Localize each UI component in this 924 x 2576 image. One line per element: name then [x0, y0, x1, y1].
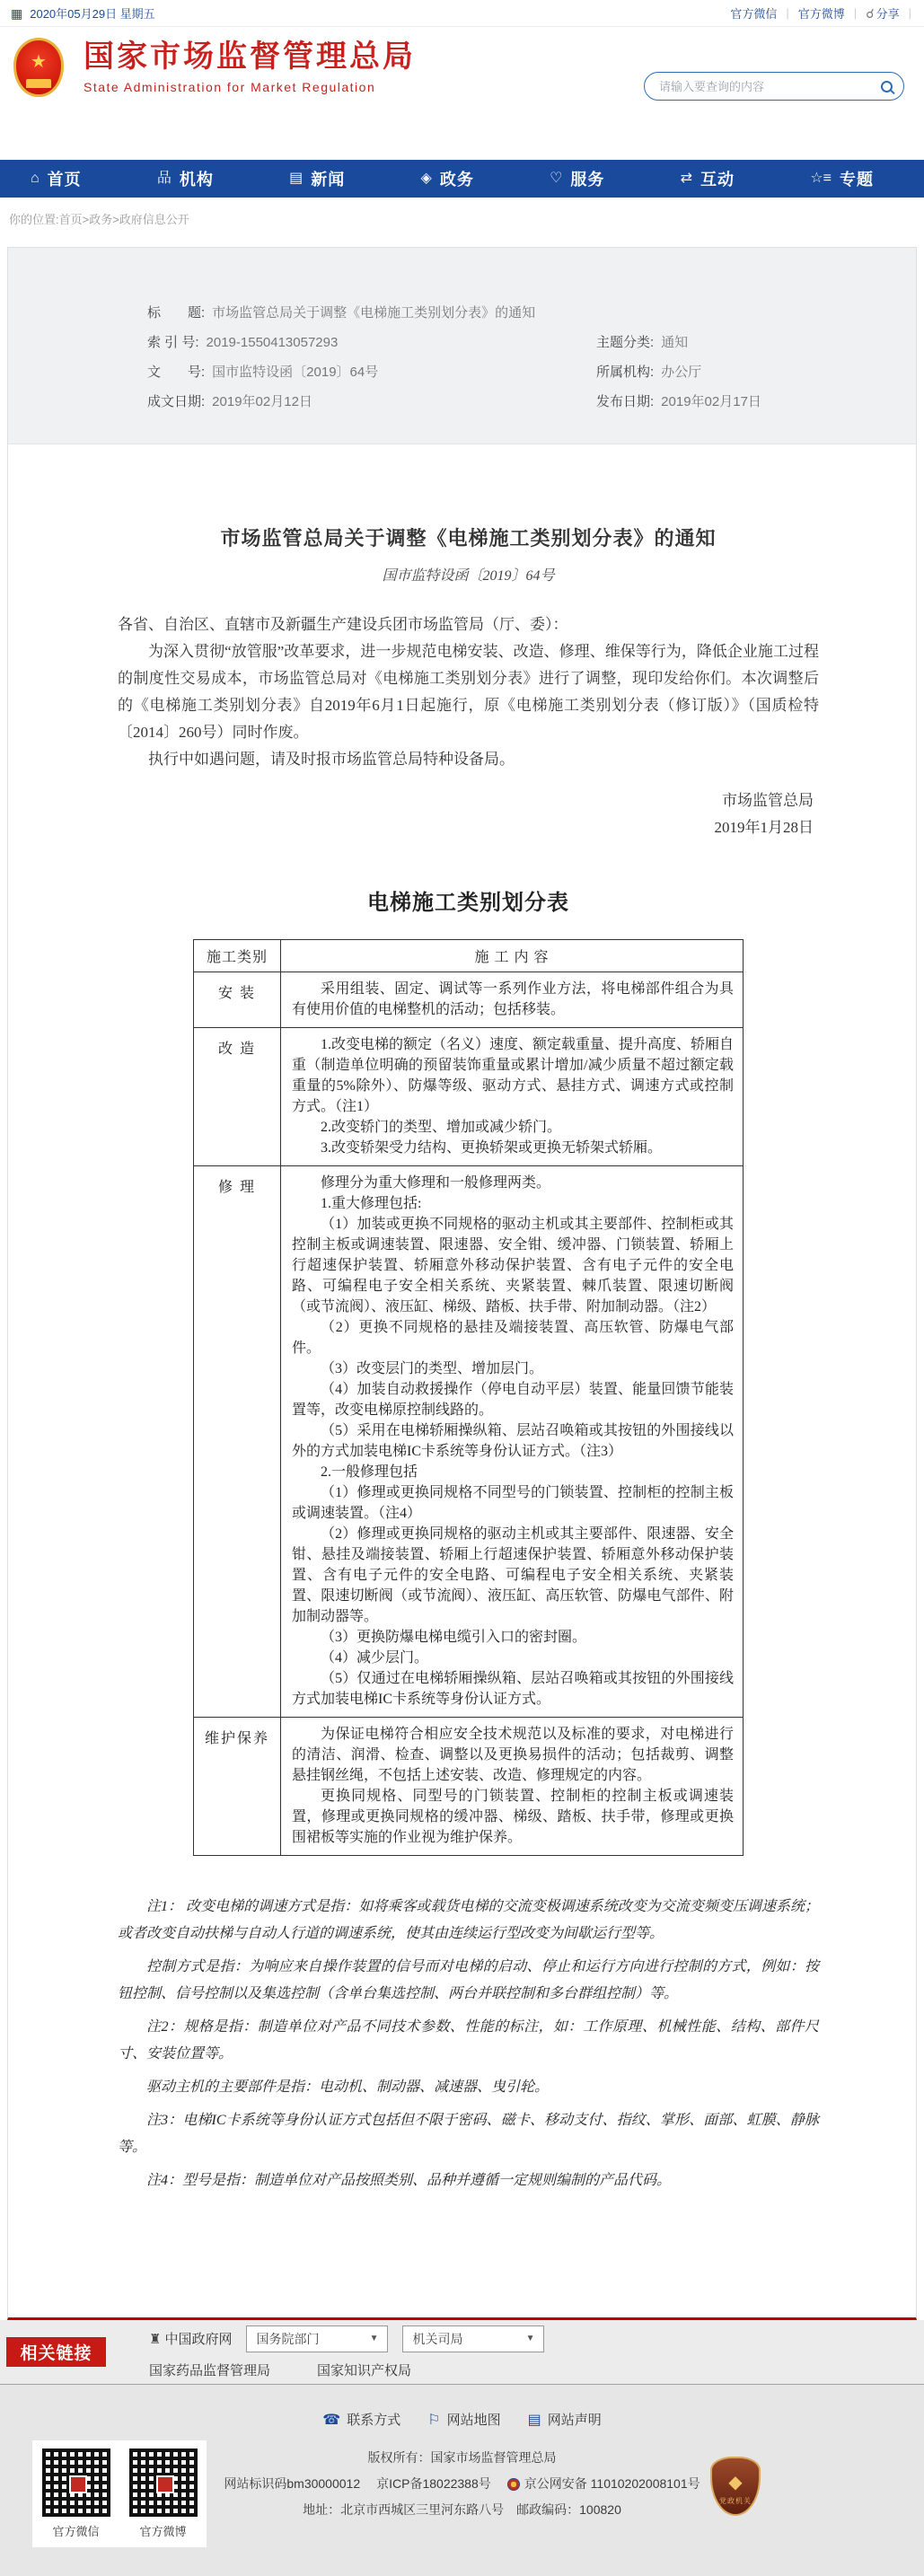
meta-index-label: 索 引 号: [147, 335, 199, 350]
row-content-renovate [281, 1028, 744, 1166]
home-icon: ⌂ [31, 171, 40, 186]
column-header-content: 施 工 内 容 [281, 940, 744, 972]
separator: | [853, 6, 858, 20]
statement-link[interactable]: ▤ 网站声明 [527, 2412, 602, 2428]
meta-row-docno [147, 357, 880, 387]
meta-written-label: 成文日期: [147, 394, 206, 409]
meta-publish-label: 发布日期: [596, 394, 655, 409]
map-pin-icon: ⚐ [427, 2412, 441, 2428]
meta-title-label: 标 题: [147, 305, 206, 321]
signature-block [118, 787, 819, 841]
table-row [194, 1028, 744, 1166]
nav-item-topics[interactable]: ☆≡ 专题 [810, 171, 874, 189]
table-header-row [194, 940, 744, 972]
share-icon: ☌ [866, 6, 875, 21]
table-cell-paragraph: 1.重大修理包括: [321, 1196, 422, 1211]
star-list-icon: ☆≡ [810, 171, 832, 186]
wechat-link[interactable]: 官方微信 [730, 7, 778, 21]
nav-item-news[interactable]: ▤ 新闻 [289, 171, 346, 189]
footnote: 注2：规格是指：制造单位对产品不同技术参数、性能的标注，如：工作原理、机械性能、结构、部件尺寸、安装位置等。 [118, 2019, 819, 2062]
phone-icon: ☎ [322, 2412, 341, 2428]
meta-publish-value: 2019年02月17日 [661, 394, 761, 409]
separator: | [786, 6, 789, 20]
share-link[interactable]: ☌ 分享 [866, 6, 900, 21]
document-title: 市场监管总局关于调整《电梯施工类别划分表》的通知 [220, 527, 717, 549]
meta-docno-label: 文 号: [147, 365, 206, 380]
contact-link[interactable]: ☎ 联系方式 [322, 2412, 401, 2428]
search-icon[interactable] [881, 81, 893, 92]
weibo-qr-block [129, 2449, 198, 2539]
document-text [118, 611, 819, 773]
table-cell-paragraph: 2.改变轿门的类型、增加或减少轿门。 [321, 1120, 562, 1135]
table-cell-paragraph: （3）更换防爆电梯电缆引入口的密封圈。 [321, 1630, 587, 1645]
meta-row-title [147, 298, 880, 328]
shield-label: 党政机关 [719, 2497, 752, 2505]
meta-title-value: 市场监管总局关于调整《电梯施工类别划分表》的通知 [212, 305, 536, 321]
org-chart-icon: 品 [156, 171, 172, 186]
site-title: 国家市场监督管理总局 [84, 40, 416, 75]
table-cell-paragraph: （5）采用在电梯轿厢操纵箱、层站召唤箱或其按钮的外围接线以外的方式加装电梯IC卡系统等身份认证方式。（注3） [292, 1423, 734, 1459]
building-icon: ♜ [149, 2331, 162, 2347]
document-number: 国市监特设函〔2019〕64号 [382, 568, 555, 584]
site-id: 网站标识码bm30000012 [224, 2476, 361, 2491]
wechat-qr-block [42, 2449, 110, 2539]
meta-row-index [147, 328, 880, 357]
document-icon: ▤ [527, 2412, 541, 2428]
meta-written-value: 2019年02月12日 [212, 394, 312, 409]
table-cell-paragraph: 更换同规格、同型号的门锁装置、控制柜的控制主板或调速装置，修理或更换同规格的缓冲器、梯级、踏板、扶手带，修理或更换围裙板等实施的作业视为维护保养。 [292, 1789, 734, 1845]
weibo-qr-label: 官方微博 [139, 2525, 187, 2538]
table-cell-paragraph: （1）加装或更换不同规格的驱动主机或其主要部件、控制柜或其控制主板或调速装置、限速器、安全钳、缓冲器、门锁装置、轿厢上行超速保护装置、轿厢意外移动保护装置、含有电子元件的安全电路、可编程电子安全相关系统、夹紧装置、棘爪装置、限速切断阀（或节流阀）、液压缸、梯级、踏板、扶手带、附加制动器。（注2） [292, 1217, 734, 1314]
content-card [7, 247, 917, 2320]
row-label-install: 安 装 [194, 972, 281, 1028]
address-line: 地址：北京市西城区三里河东路八号 邮政编码：100820 [303, 2502, 621, 2517]
brand[interactable] [13, 38, 416, 97]
footnote: 注4：型号是指：制造单位对产品按照类别、品种并遵循一定规则编制的产品代码。 [146, 2173, 672, 2188]
meta-index-value: 2019-1550413057293 [206, 335, 339, 350]
search-input[interactable] [659, 80, 881, 93]
chevron-down-icon: ▼ [369, 2334, 379, 2343]
bureau-dropdown[interactable]: 机关司局 ▼ [402, 2325, 544, 2352]
date-display [11, 4, 155, 22]
sitemap-link[interactable]: ⚐ 网站地图 [427, 2412, 501, 2428]
sign-date: 2019年1月28日 [714, 819, 814, 836]
footnotes [118, 1894, 819, 2194]
document-body [8, 444, 916, 2317]
wechat-qr-code [42, 2449, 110, 2517]
table-cell-paragraph: （2）修理或更换同规格的驱动主机或其主要部件、限速器、安全钳、悬挂及端接装置、轿厢上行超速保护装置、轿厢意外移动保护装置、含有电子元件的安全电路、可编程电子安全相关系统、夹紧装置、限速切断阀（或节流阀）、液压缸、高压软管、防爆电气部件、附加制动器等。 [292, 1526, 734, 1624]
table-cell-paragraph: 2.一般修理包括 [321, 1464, 418, 1480]
site-title-english: State Administration for Market Regulation [84, 79, 376, 94]
table-cell-paragraph: （2）更换不同规格的悬挂及端接装置、高压软管、防爆电气部件。 [292, 1320, 734, 1356]
gate-shape [26, 79, 51, 88]
nav-item-org[interactable]: 品 机构 [156, 171, 214, 189]
table-cell-paragraph: （4）减少层门。 [321, 1650, 429, 1666]
row-content-maintenance [281, 1718, 744, 1856]
wechat-qr-label: 官方微信 [52, 2525, 100, 2538]
newspaper-icon: ▤ [289, 171, 304, 186]
related-links-body [149, 2325, 544, 2379]
row-content-repair [281, 1166, 744, 1718]
separator: | [908, 6, 911, 20]
weibo-qr-code [129, 2449, 198, 2517]
nav-item-gov-affairs[interactable]: ◈ 政务 [420, 171, 474, 189]
shield-emblem-icon: ◆ [728, 2473, 743, 2492]
meta-topic-label: 主题分类: [596, 335, 655, 350]
topbar-links [730, 4, 911, 22]
meta-row-dates [147, 387, 880, 417]
chevron-down-icon: ▼ [525, 2334, 535, 2343]
current-date: 2020年05月29日 星期五 [30, 7, 155, 21]
weibo-link[interactable]: 官方微博 [797, 7, 845, 21]
site-header [0, 27, 924, 160]
heart-icon: ♡ [550, 171, 563, 186]
table-cell-paragraph: 修理分为重大修理和一般修理两类。 [321, 1175, 551, 1191]
table-cell-paragraph: 为保证电梯符合相应安全技术规范以及标准的要求，对电梯进行的清洁、润滑、检查、调整以及更换易损件的活动；包括裁剪、调整悬挂钢丝绳，不包括上述安装、改造、修理规定的内容。 [292, 1727, 734, 1783]
search-box [644, 72, 904, 101]
state-council-dropdown[interactable]: 国务院部门 ▼ [246, 2325, 388, 2352]
meta-org-value: 办公厅 [661, 365, 702, 380]
copyright-line: 版权所有：国家市场监督管理总局 [367, 2450, 557, 2465]
breadcrumb[interactable]: 你的位置:首页>政务>政府信息公开 [9, 213, 189, 226]
paragraph: 为深入贯彻“放管服”改革要求，进一步规范电梯安装、改造、修理、维保等行为，降低企业施工过程的制度性交易成本，市场监管总局对《电梯施工类别划分表》进行了调整，现印发给你们。本次调整后的《电梯施工类别划分表》自2019年6月1日起施行，原《电梯施工类别划分表（修订版）》（国质检特〔2014〕260号）同时作废。 [118, 643, 819, 741]
row-label-maintenance: 维护保养 [194, 1718, 281, 1856]
table-cell-paragraph: （1）修理或更换同规格不同型号的门锁装置、控制柜的控制主板或调速装置。（注4） [292, 1485, 734, 1521]
icp-number: 京ICP备18022388号 [376, 2476, 491, 2491]
meta-org-label: 所属机构: [596, 365, 655, 380]
cnipa-link[interactable]: 国家知识产权局 [317, 2362, 412, 2378]
nav-item-services[interactable]: ♡ 服务 [550, 171, 605, 189]
document-metadata-panel [8, 248, 916, 444]
star-icon: ★ [31, 51, 47, 72]
calendar-icon: ▦ [11, 5, 23, 21]
gov-website-link[interactable]: ♜ 中国政府网 [149, 2331, 233, 2347]
table-row [194, 1166, 744, 1718]
table-cell-paragraph: （5）仅通过在电梯轿厢操纵箱、层站召唤箱或其按钮的外围接线方式加装电梯IC卡系统等身份认证方式。 [292, 1671, 734, 1707]
footnote: 控制方式是指：为响应来自操作装置的信号而对电梯的启动、停止和运行方向进行控制的方式，例如：按钮控制、信号控制以及集选控制（含单台集选控制、两台并联控制和多台群组控制）等。 [118, 1959, 819, 2001]
footer-links [0, 2385, 924, 2429]
table-cell-paragraph: （4）加装自动救援操作（停电自动平层）装置、能量回馈节能装置等，改变电梯原控制线路的。 [292, 1382, 734, 1418]
meta-topic-value: 通知 [661, 335, 689, 350]
qr-code-panel [32, 2440, 207, 2547]
table-cell-paragraph: 1.改变电梯的额定（名义）速度、额定载重量、提升高度、轿厢自重（制造单位明确的预留装饰重量或累计增加/减少质量不超过额定载重量的5%除外）、防爆等级、驱动方式、悬挂方式、调速方式或控制方式。（注1） [292, 1037, 735, 1114]
paragraph: 执行中如遇问题，请及时报市场监管总局特种设备局。 [148, 751, 515, 768]
top-bar [0, 0, 924, 27]
nav-item-home[interactable]: ⌂ 首页 [31, 171, 82, 189]
salutation: 各省、自治区、直辖市及新疆生产建设兵团市场监管局（厅、委）： [118, 616, 568, 633]
site-footer [0, 2385, 924, 2576]
main-nav [0, 160, 924, 198]
table-row [194, 972, 744, 1028]
exchange-arrows-icon: ⇄ [680, 171, 693, 186]
table-cell-paragraph: （3）改变层门的类型、增加层门。 [321, 1361, 544, 1376]
nmpa-link[interactable]: 国家药品监督管理局 [149, 2362, 271, 2378]
row-content-install [281, 972, 744, 1028]
table-row [194, 1718, 744, 1856]
police-badge-icon [507, 2478, 520, 2491]
meta-docno-value: 国市监特设函〔2019〕64号 [212, 365, 379, 380]
related-links-badge: 相关链接 [6, 2337, 106, 2367]
table-title: 电梯施工类别划分表 [367, 891, 569, 915]
brand-text [84, 40, 416, 93]
row-label-repair: 修 理 [194, 1166, 281, 1718]
related-links-bar [0, 2320, 924, 2385]
footnote: 注3：电梯IC卡系统等身份认证方式包括但不限于密码、磁卡、移动支付、指纹、掌形、面部、虹膜、静脉等。 [118, 2113, 819, 2155]
nav-item-interaction[interactable]: ⇄ 互动 [680, 171, 735, 189]
column-header-category: 施工类别 [194, 940, 281, 972]
table-cell-paragraph: 采用组装、固定、调试等一系列作业方法，将电梯部件组合为具有使用价值的电梯整机的活动；包括移装。 [292, 981, 734, 1017]
classification-table [193, 939, 744, 1856]
national-emblem-logo [13, 38, 64, 97]
badge-icon: ◈ [420, 171, 432, 186]
footnote: 驱动主机的主要部件是指：电动机、制动器、减速器、曳引轮。 [146, 2079, 550, 2095]
footnote: 注1： 改变电梯的调速方式是指：如将乘客或载货电梯的交流变极调速系统改变为交流变频变压调速系统；或者改变自动扶梯与自动人行道的调速系统，使其由连续运行型改变为间歇运行型等。 [118, 1899, 819, 1941]
row-label-renovate: 改 造 [194, 1028, 281, 1166]
police-number: 京公网安备 11010202008101号 [524, 2476, 700, 2491]
table-cell-paragraph: 3.改变轿架受力结构、更换轿架或更换无轿架式轿厢。 [321, 1140, 663, 1156]
signer: 市场监管总局 [722, 792, 814, 809]
